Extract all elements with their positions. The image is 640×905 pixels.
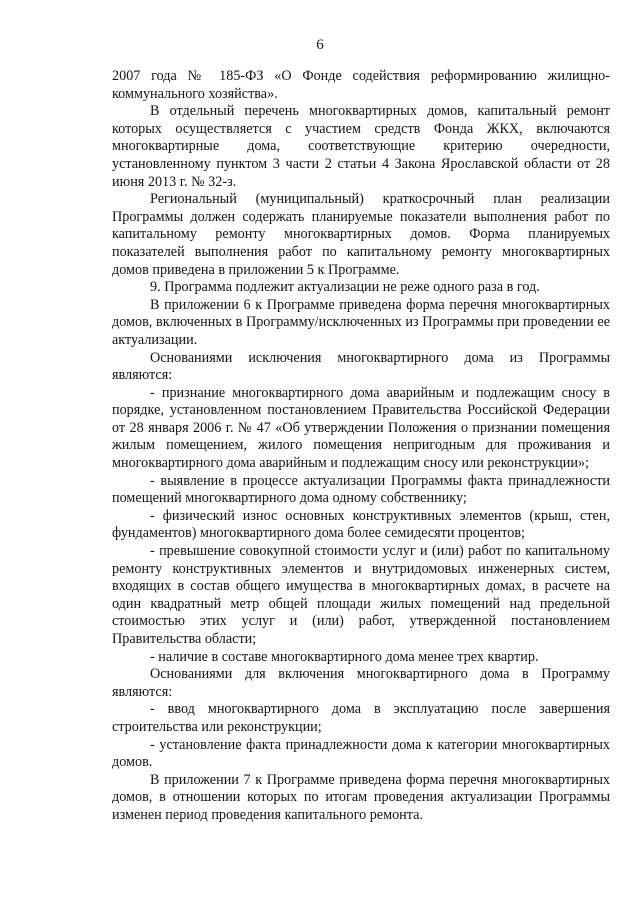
- paragraph-appendix-6: В приложении 6 к Программе приведена форма перечня многоквартирных домов, включенных в Программу/исключенных из Программы при проведении ее актуализации.: [112, 296, 610, 348]
- list-item-category: - установление факта принадлежности дома к категории многоквартирных домов.: [112, 736, 610, 771]
- page-number: 6: [316, 37, 324, 53]
- list-item-commissioning: - ввод многоквартирного дома в эксплуатацию после завершения строительства или реконструкции;: [112, 701, 610, 735]
- document-body: [112, 68, 610, 825]
- paragraph-continuation: 2007 года № 185-ФЗ «О Фонде содействия реформированию жилищно-коммунального хозяйства».: [112, 68, 610, 102]
- paragraph-item-9: 9. Программа подлежит актуализации не реже одного раза в год.: [150, 279, 540, 296]
- list-item-single-owner: - выявление в процессе актуализации Программы факта принадлежности помещений многоквартирного дома одному собственнику;: [112, 472, 610, 507]
- list-item-emergency: - признание многоквартирного дома аварийным и подлежащим сносу в порядке, установленном постановлением Правительства Российской Федерации от 28 января 2006 г. № 47 «Об утверждении Положения о признании помещения жилым помещением, жилого помещения непригодным для проживания и многоквартирного дома аварийным и подлежащим сносу или реконструкции»;: [112, 384, 610, 472]
- paragraph-fund-list: В отдельный перечень многоквартирных домов, капитальный ремонт которых осуществляется с участием средств Фонда ЖКХ, включаются многоквартирные дома, соответствующие критерию очередности, установленному пунктом 3 части 2 статьи 4 Закона Ярославской области от 28 июня 2013 г. № 32-з.: [112, 103, 610, 190]
- list-item-physical-wear: - физический износ основных конструктивных элементов (крыш, стен, фундаментов) многоквартирного дома более семидесяти процентов;: [112, 507, 610, 542]
- paragraph-appendix-7: В приложении 7 к Программе приведена форма перечня многоквартирных домов, в отношении которых по итогам проведения актуализации Программы изменен период проведения капитального ремонта.: [112, 771, 610, 823]
- list-item-few-apartments: - наличие в составе многоквартирного дома менее трех квартир.: [150, 648, 539, 665]
- paragraph-exclusion-grounds: Основаниями исключения многоквартирного дома из Программы являются:: [112, 349, 610, 384]
- list-item-cost-excess: - превышение совокупной стоимости услуг и (или) работ по капитальному ремонту конструктивных элементов и внутридомовых инженерных систем, входящих в состав общего имущества в многоквартирных домах, в расчете на один квадратный метр общей площади жилых помещений над предельной стоимостью этих услуг и (или) работ, утвержденной постановлением Правительства области;: [112, 543, 610, 647]
- paragraph-inclusion-grounds: Основаниями для включения многоквартирного дома в Программу являются:: [112, 666, 610, 700]
- paragraph-short-term-plan: Региональный (муниципальный) краткосрочный план реализации Программы должен содержать планируемые показатели выполнения работ по капитальному ремонту многоквартирных домов. Форма планируемых показателей выполнения работ по капитальному ремонту многоквартирных домов приведена в приложении 5 к Программе.: [112, 191, 610, 278]
